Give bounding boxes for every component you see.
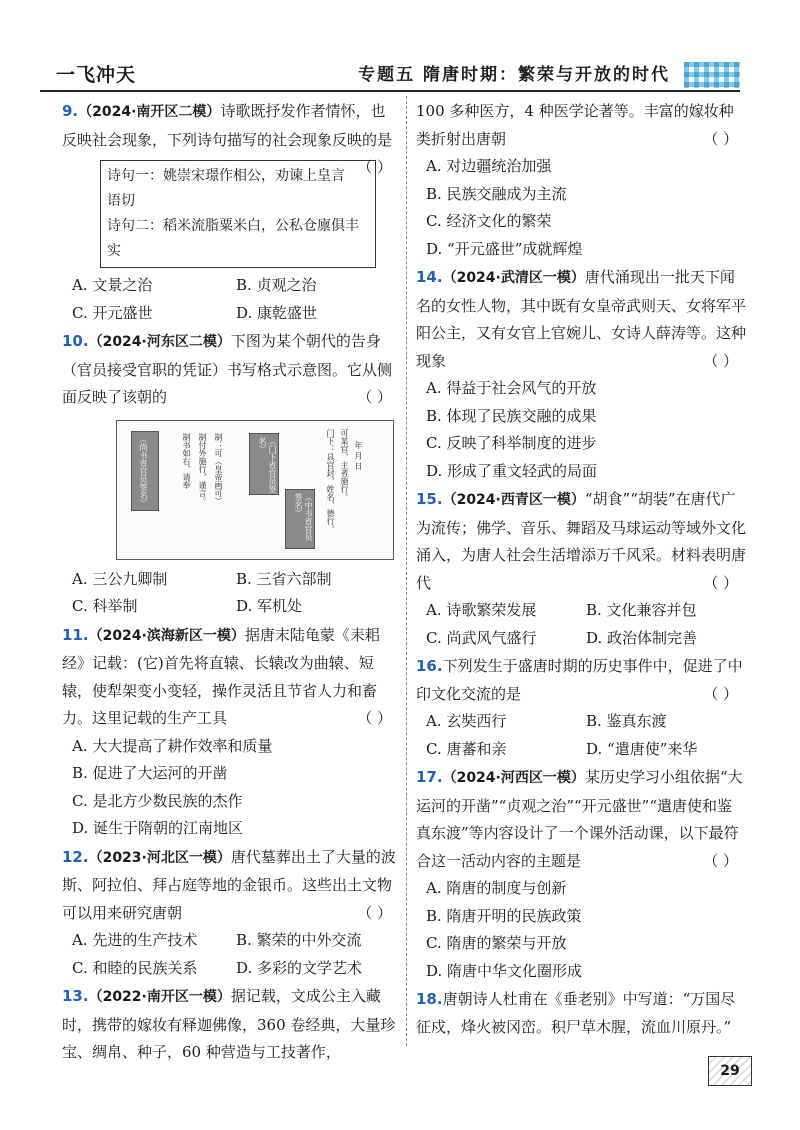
seal-shangshu [131,431,159,511]
question-text: 唐代墓葬出土了大量的波斯、阿拉伯、拜占庭等地的金银币。这些出土文物可以用来研究唐朝 [62,847,396,922]
poem-line: 诗句一：姚崇宋璟作相公，劝谏上皇言语切 [107,168,345,209]
option-d[interactable]: D. 隋唐中华文化圈形成 [426,961,583,980]
answer-bracket[interactable]: （ ） [703,129,738,148]
option-b[interactable]: B. 三省六部制 [236,569,332,588]
option-row [416,597,746,625]
option-row [62,300,400,328]
option-c[interactable]: C. 是北方少数民族的杰作 [72,791,243,810]
answer-bracket[interactable]: （ ） [703,851,738,870]
option-a[interactable]: A. 三公九卿制 [72,569,168,588]
option-row [62,272,400,300]
option-c[interactable]: C. 科举制 [72,597,138,615]
question-text: 诗歌既抒发作者情怀，也反映社会现象，下列诗句描写的社会现象反映的是 [62,102,393,149]
question-number: 18. [416,990,443,1008]
option-d[interactable]: D. 政治体制完善 [586,628,698,647]
question-number: 14. [416,268,443,286]
question-13-continued [416,98,746,263]
option-d[interactable]: D. 诞生于隋朝的江南地区 [72,819,244,837]
option-b[interactable]: B. 鉴真东渡 [586,712,667,730]
question-number: 12. [62,847,89,866]
question-text: “胡食”“胡装”在唐代广为流传；佛学、音乐、舞蹈及马球运动等域外文化涌入，为唐人社会生活增添万千风采。材料表明唐代 [416,490,747,592]
option-a[interactable]: A. 大大提高了耕作效率和质量 [72,736,273,755]
option-row [62,593,400,621]
question-10 [62,328,400,621]
right-column [416,98,746,1042]
option-row [62,927,400,955]
option-row [416,736,746,764]
question-text: 下列发生于盛唐时期的历史事件中，促进了中印文化交流的是 [416,657,743,703]
doc-column: 可某官，主者施行。 [340,428,349,501]
option-row [62,955,400,983]
question-source: （2024·滨海新区一模） [88,627,245,644]
question-source: （2022·南开区一模） [88,989,231,1005]
question-stem [416,98,746,153]
answer-bracket[interactable]: （ ） [357,709,392,727]
question-text: 据记载，文成公主入藏时，携带的嫁妆有释迦佛像，360 卷经典，大量珍宝、绸帛、种子，60 种营造与工技著作， [62,987,396,1061]
question-12 [62,844,400,983]
doc-column: 制书如右，请奉 [182,432,191,489]
poem-box [100,160,376,268]
question-text: 某历史学习小组依据“大运河的开凿”“贞观之治”“开元盛世”“遣唐使和鉴真东渡”等内容设计了一个课外活动课，以下最符合这一活动内容的主题是 [416,768,743,870]
option-c[interactable]: C. 唐蕃和亲 [426,739,507,758]
option-b[interactable]: B. 隋唐开明的民族政策 [426,906,582,925]
question-source: （2024·西青区一模） [442,492,585,508]
question-9 [62,98,400,327]
option-d[interactable]: D. 康乾盛世 [236,303,318,322]
option-b[interactable]: B. 贞观之治 [236,276,317,294]
question-source: （2023·河北区一模） [88,849,231,866]
question-15 [416,486,746,652]
question-11 [62,622,400,843]
seal-zhongshu [285,489,315,549]
question-text: 下图为某个朝代的告身（官员接受官职的凭证）书写格式示意图。它从侧面反映了该朝的 [62,332,393,406]
question-17 [416,764,746,985]
doc-column: 门下：具官封，姓名，德行， [326,428,335,533]
question-stem [62,622,400,733]
answer-bracket[interactable]: （ ） [703,351,738,370]
option-a[interactable]: A. 得益于社会风气的开放 [426,379,597,397]
question-stem [62,328,400,412]
question-stem [62,98,400,176]
answer-bracket[interactable]: （ ） [357,388,392,406]
option-c[interactable]: C. 开元盛世 [72,303,153,322]
answer-bracket[interactable]: （ ） [357,158,392,176]
page-number: 29 [708,1056,752,1086]
left-column [62,98,400,1068]
option-d[interactable]: D. 形成了重文轻武的局面 [426,461,598,480]
page-header [40,58,740,92]
question-number: 10. [62,332,89,350]
question-source: （2024·河东区二模） [88,334,231,350]
poem-line: 诗句二：稻米流脂粟米白，公私仓廪俱丰实 [107,218,359,259]
answer-bracket[interactable]: （ ） [357,903,392,922]
question-number: 11. [62,625,89,644]
question-stem [416,764,746,875]
option-b[interactable]: B. 文化兼容并包 [586,601,697,619]
checker-decoration [684,62,740,88]
question-16 [416,653,746,763]
option-a[interactable]: A. 隋唐的制度与创新 [426,879,567,897]
question-number: 17. [416,768,443,786]
option-d[interactable]: D. 军机处 [236,597,303,615]
question-text: 唐朝诗人杜甫在《垂老别》中写道：“万国尽征戍，烽火被冈峦。积尸草木腥，流血川原丹。” [416,990,736,1036]
option-b[interactable]: B. 繁荣的中外交流 [236,931,362,949]
question-stem [62,844,400,928]
brand-logo: 一飞冲天 [56,64,137,86]
option-c[interactable]: C. 隋唐的繁荣与开放 [426,934,567,952]
doc-column: 年 月 日 [354,440,363,470]
question-stem [416,653,746,708]
answer-bracket[interactable]: （ ） [703,573,738,592]
option-a[interactable]: A. 玄奘西行 [426,712,507,730]
question-text: 唐代涌现出一批天下闻名的女性人物，其中既有女皇帝武则天、女将军平阳公主，又有女官上官婉儿、女诗人薛涛等。这种现象 [416,268,747,370]
question-13 [62,983,400,1067]
question-source: （2024·南开区二模） [78,104,221,120]
seal-menxia [249,433,279,495]
question-source: （2024·河西区一模） [442,770,585,786]
question-number: 9. [62,102,79,120]
option-row [416,625,746,653]
question-source: （2024·武清区一模） [442,270,585,286]
doc-column: 制：可（皇帝画可） [214,432,223,505]
option-row [416,708,746,736]
seal-label: （门下省官员签名） [258,436,277,493]
question-stem [416,486,746,597]
question-18 [416,986,746,1041]
answer-bracket[interactable]: （ ） [703,684,738,703]
topic-title: 专题五 隋唐时期：繁荣与开放的时代 [358,65,670,85]
option-a[interactable]: A. 诗歌繁荣发展 [426,601,537,619]
option-a[interactable]: A. 对边疆统治加强 [426,157,552,175]
option-b[interactable]: B. 民族交融成为主流 [426,184,567,203]
option-c[interactable]: C. 尚武风气盛行 [426,628,537,647]
option-c[interactable]: C. 和睦的民族关系 [72,958,198,977]
question-number: 15. [416,490,443,508]
question-number: 13. [62,987,89,1005]
option-d[interactable]: D. “遣唐使”来华 [586,739,698,758]
column-divider [406,96,407,1046]
question-text: 据唐末陆龟蒙《耒耜经》记载：(它)首先将直辕、长辕改为曲辕、短辕，使犁架变小变轻，操作灵活且节省人力和畜力。这里记载的生产工具 [62,625,380,727]
question-number: 16. [416,657,443,675]
doc-column: 制付外施行，谨言。 [198,432,207,505]
question-stem [416,264,746,375]
option-d[interactable]: D. 多彩的文学艺术 [236,958,363,977]
option-b[interactable]: B. 促进了大运河的开凿 [72,764,228,782]
option-a[interactable]: A. 先进的生产技术 [72,931,198,949]
option-a[interactable]: A. 文景之治 [72,276,153,294]
option-b[interactable]: B. 体现了民族交融的成果 [426,406,597,425]
option-row [62,566,400,594]
option-c[interactable]: C. 经济文化的繁荣 [426,212,552,230]
gaoshen-figure [116,420,394,560]
seal-label: （中书省官员签名） [294,492,313,541]
question-14 [416,264,746,485]
seal-label: （尚书省官员签名） [139,434,148,507]
question-stem [62,983,400,1067]
question-stem [416,986,746,1041]
option-d[interactable]: D. “开元盛世”成就辉煌 [426,239,583,258]
option-c[interactable]: C. 反映了科举制度的进步 [426,434,597,452]
question-text: 100 多种医方，4 种医学论著等。丰富的嫁妆种类折射出唐朝 [416,102,734,148]
